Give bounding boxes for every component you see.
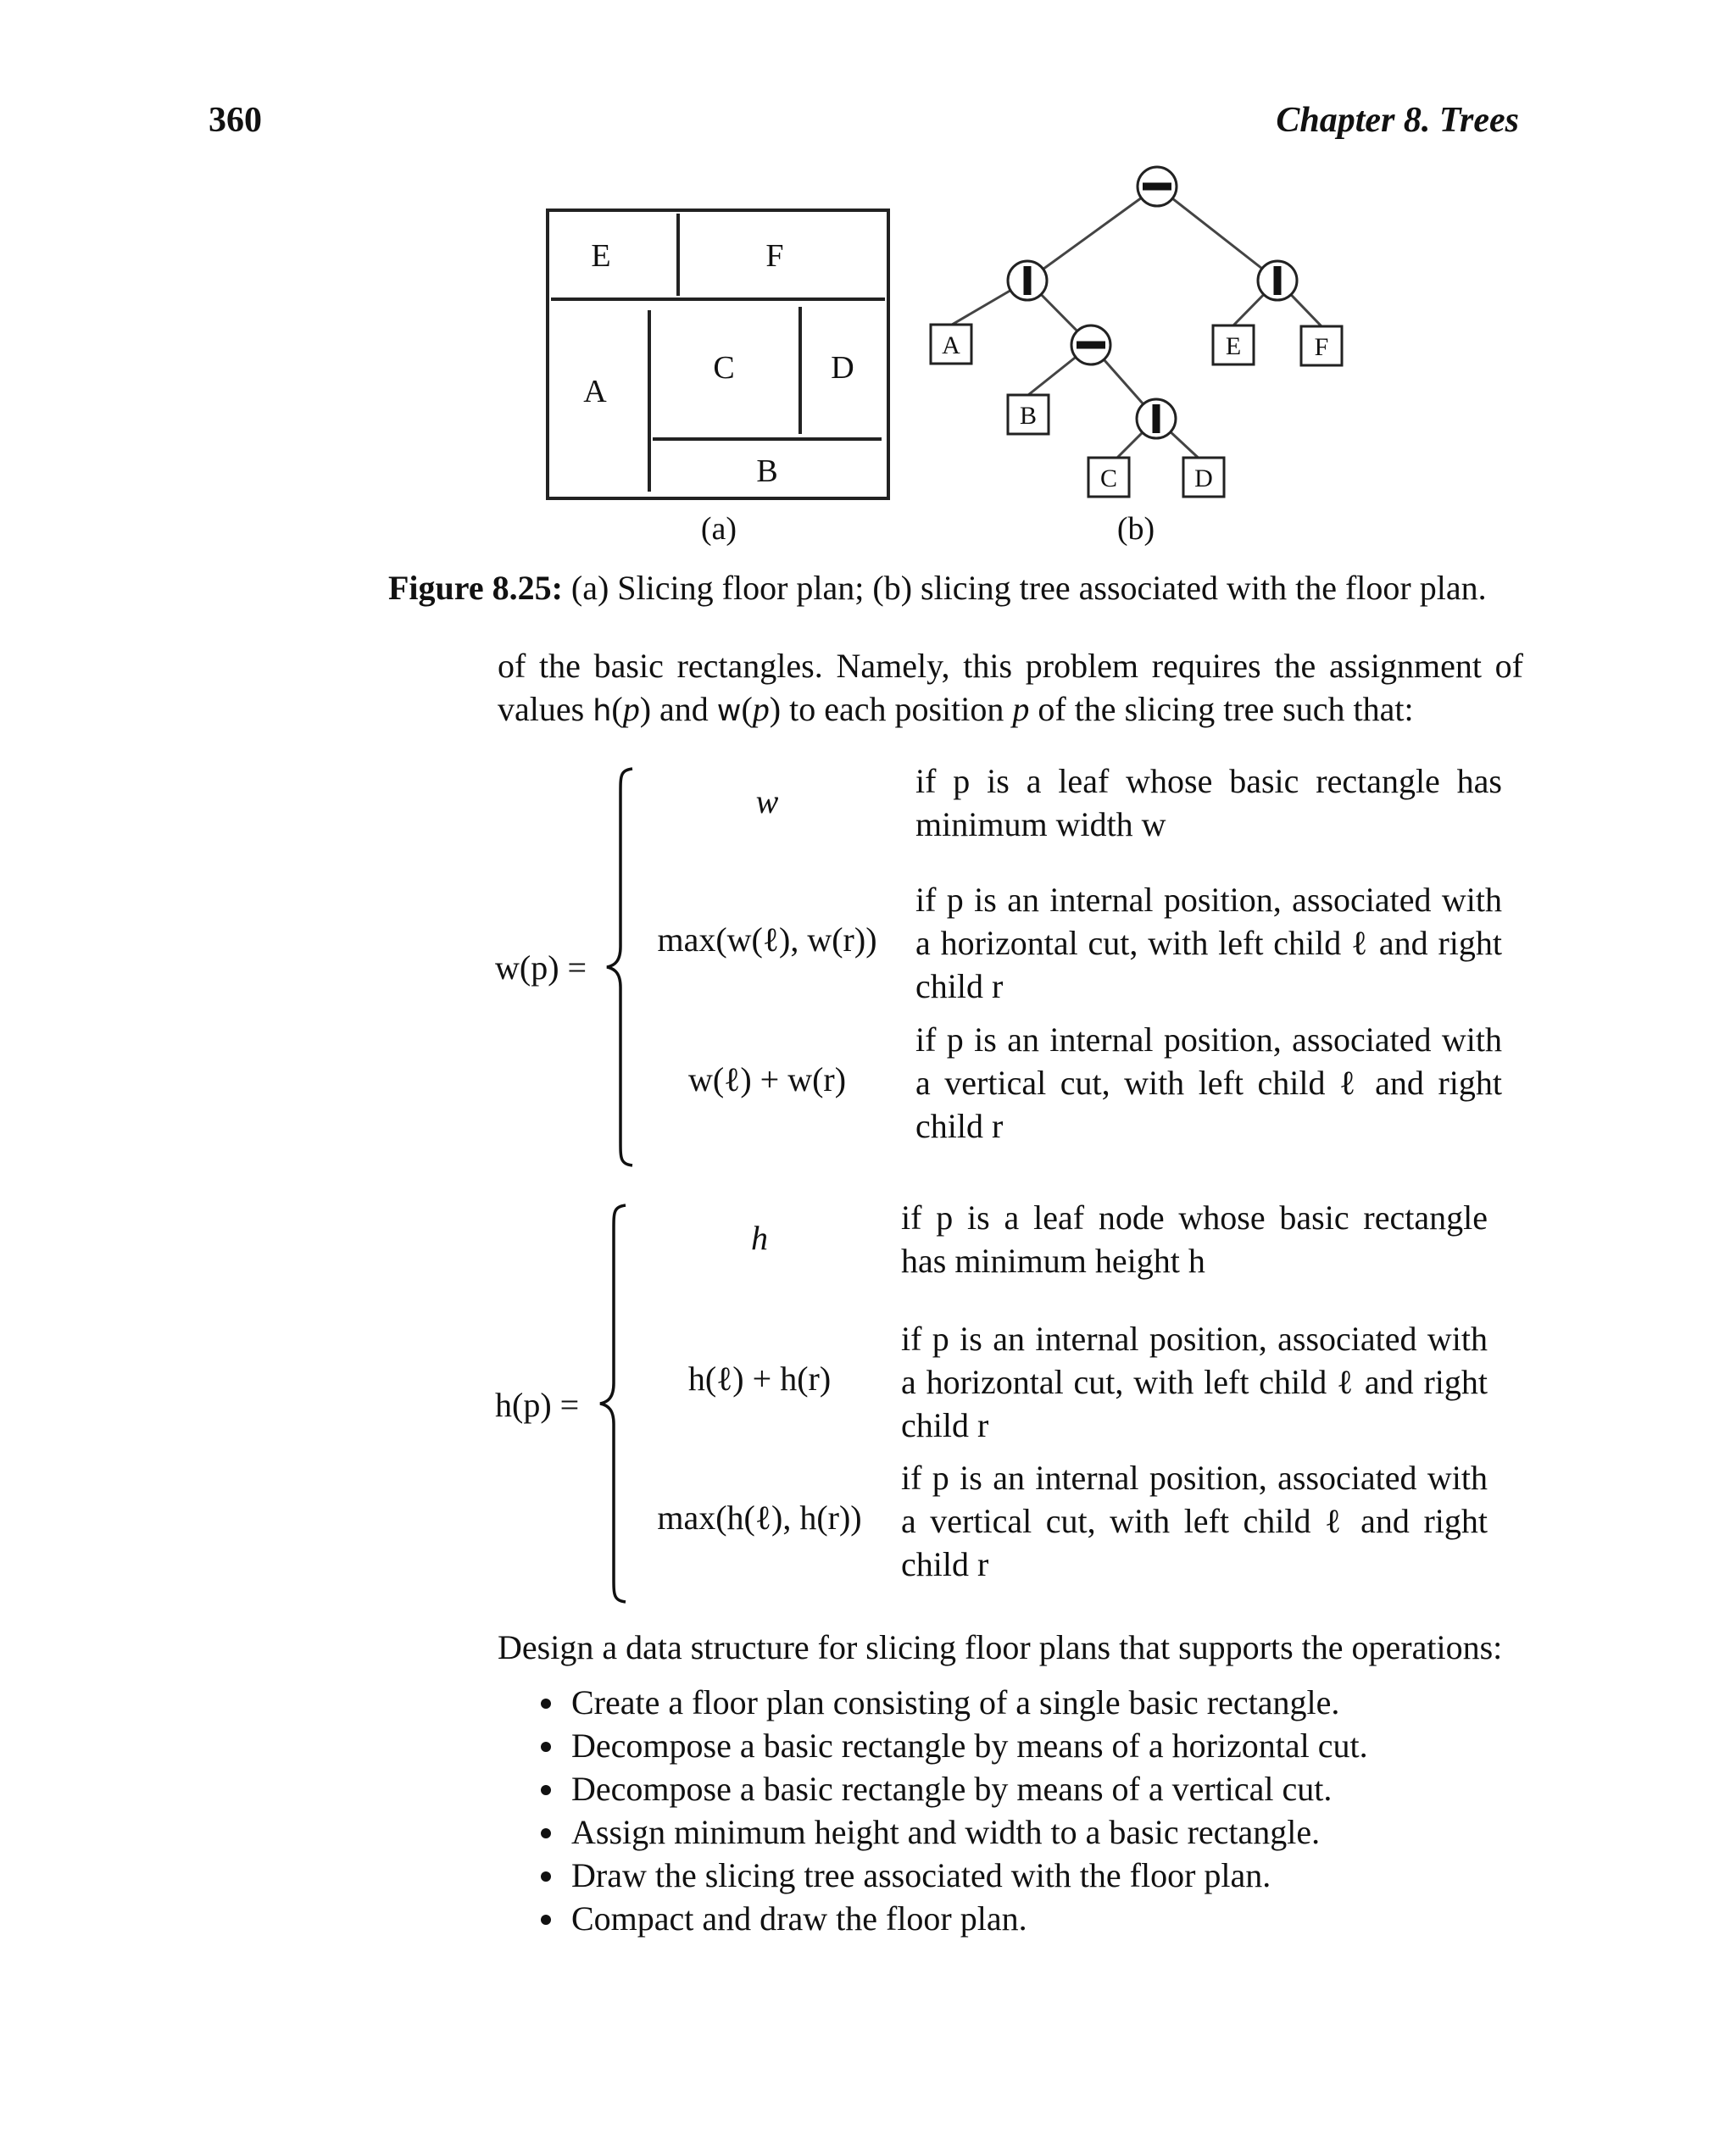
- floor-plan-caption: (a): [700, 511, 737, 547]
- floor-plan-label-c: C: [713, 350, 735, 386]
- h-def-lhs: h(p) =: [495, 1386, 580, 1424]
- tree-caption: (b): [1116, 511, 1155, 547]
- floor-plan-label-a: A: [583, 374, 607, 409]
- h-case-3-expr: max(h(ℓ), h(r)): [657, 1499, 862, 1537]
- list-item: Draw the slicing tree associated with the floor plan.: [534, 1854, 1517, 1897]
- h-case-2-expr: h(ℓ) + h(r): [687, 1360, 832, 1398]
- tree-leaf-f: F: [1314, 333, 1329, 361]
- tree-internal-nodes: [1008, 167, 1297, 438]
- tree-leaf-c: C: [1099, 464, 1118, 492]
- list-item: Assign minimum height and width to a basic rectangle.: [534, 1810, 1517, 1854]
- tree-leaf-a: A: [942, 331, 960, 359]
- tree-cut-markers: [1027, 186, 1277, 433]
- w-case-1-condition: if p is a leaf whose basic rectangle has minimum width w: [915, 762, 1502, 843]
- floor-plan-label-f: F: [765, 238, 784, 274]
- floor-plan-label-d: D: [831, 350, 854, 386]
- h-case-3-condition: if p is an internal position, associated with a vertical cut, with left child ℓ and right child r: [901, 1459, 1488, 1583]
- w-case-2-expr: max(w(ℓ), w(r)): [657, 920, 877, 959]
- list-item: Decompose a basic rectangle by means of a vertical cut.: [534, 1767, 1517, 1810]
- design-intro: Design a data structure for slicing floor plans that supports the operations:: [498, 1628, 1503, 1666]
- floor-plan-label-e: E: [591, 238, 611, 274]
- tree-leaf-e: E: [1225, 332, 1242, 360]
- figure-caption-label: Figure 8.25:: [388, 569, 563, 607]
- figure-caption-text: (a) Slicing floor plan; (b) slicing tree associated with the floor plan.: [562, 569, 1487, 607]
- tree-leaf-b: B: [1019, 402, 1038, 430]
- h-case-1-expr: h: [751, 1219, 768, 1257]
- h-case-2-condition: if p is an internal position, associated with a horizontal cut, with left child ℓ and right child r: [901, 1320, 1488, 1444]
- chapter-title: Chapter 8. Trees: [1276, 101, 1519, 140]
- w-case-3-condition: if p is an internal position, associated with a vertical cut, with left child ℓ and right child r: [915, 1020, 1502, 1145]
- h-case-1-condition: if p is a leaf node whose basic rectangle has minimum height h: [901, 1198, 1488, 1280]
- w-case-1-expr: w: [755, 782, 779, 820]
- operations-list: [534, 1681, 1517, 1940]
- figure-caption: [388, 568, 1487, 608]
- w-def-brace: [604, 767, 637, 1167]
- tree-leaf-d: D: [1194, 464, 1213, 492]
- slicing-tree: [931, 167, 1342, 497]
- tree-leaves: [931, 325, 1342, 497]
- w-case-3-expr: w(ℓ) + w(r): [687, 1060, 847, 1098]
- list-item: Decompose a basic rectangle by means of a horizontal cut.: [534, 1724, 1517, 1767]
- page-number: 360: [209, 101, 262, 140]
- w-def-lhs: w(p) =: [495, 948, 587, 987]
- h-def-brace: [597, 1204, 631, 1604]
- floor-plan-label-b: B: [756, 453, 778, 489]
- intro-line-1: of the basic rectangles. Namely, this problem requires the assignment of: [498, 647, 1523, 685]
- list-item: Compact and draw the floor plan.: [534, 1897, 1517, 1940]
- list-item: Create a floor plan consisting of a single basic rectangle.: [534, 1681, 1517, 1724]
- figure-8-25: [0, 0, 1736, 576]
- intro-line-2: values h(p) and w(p) to each position p of the slicing tree such that:: [498, 690, 1414, 728]
- w-case-2-condition: if p is an internal position, associated with a horizontal cut, with left child ℓ and right child r: [915, 881, 1502, 1005]
